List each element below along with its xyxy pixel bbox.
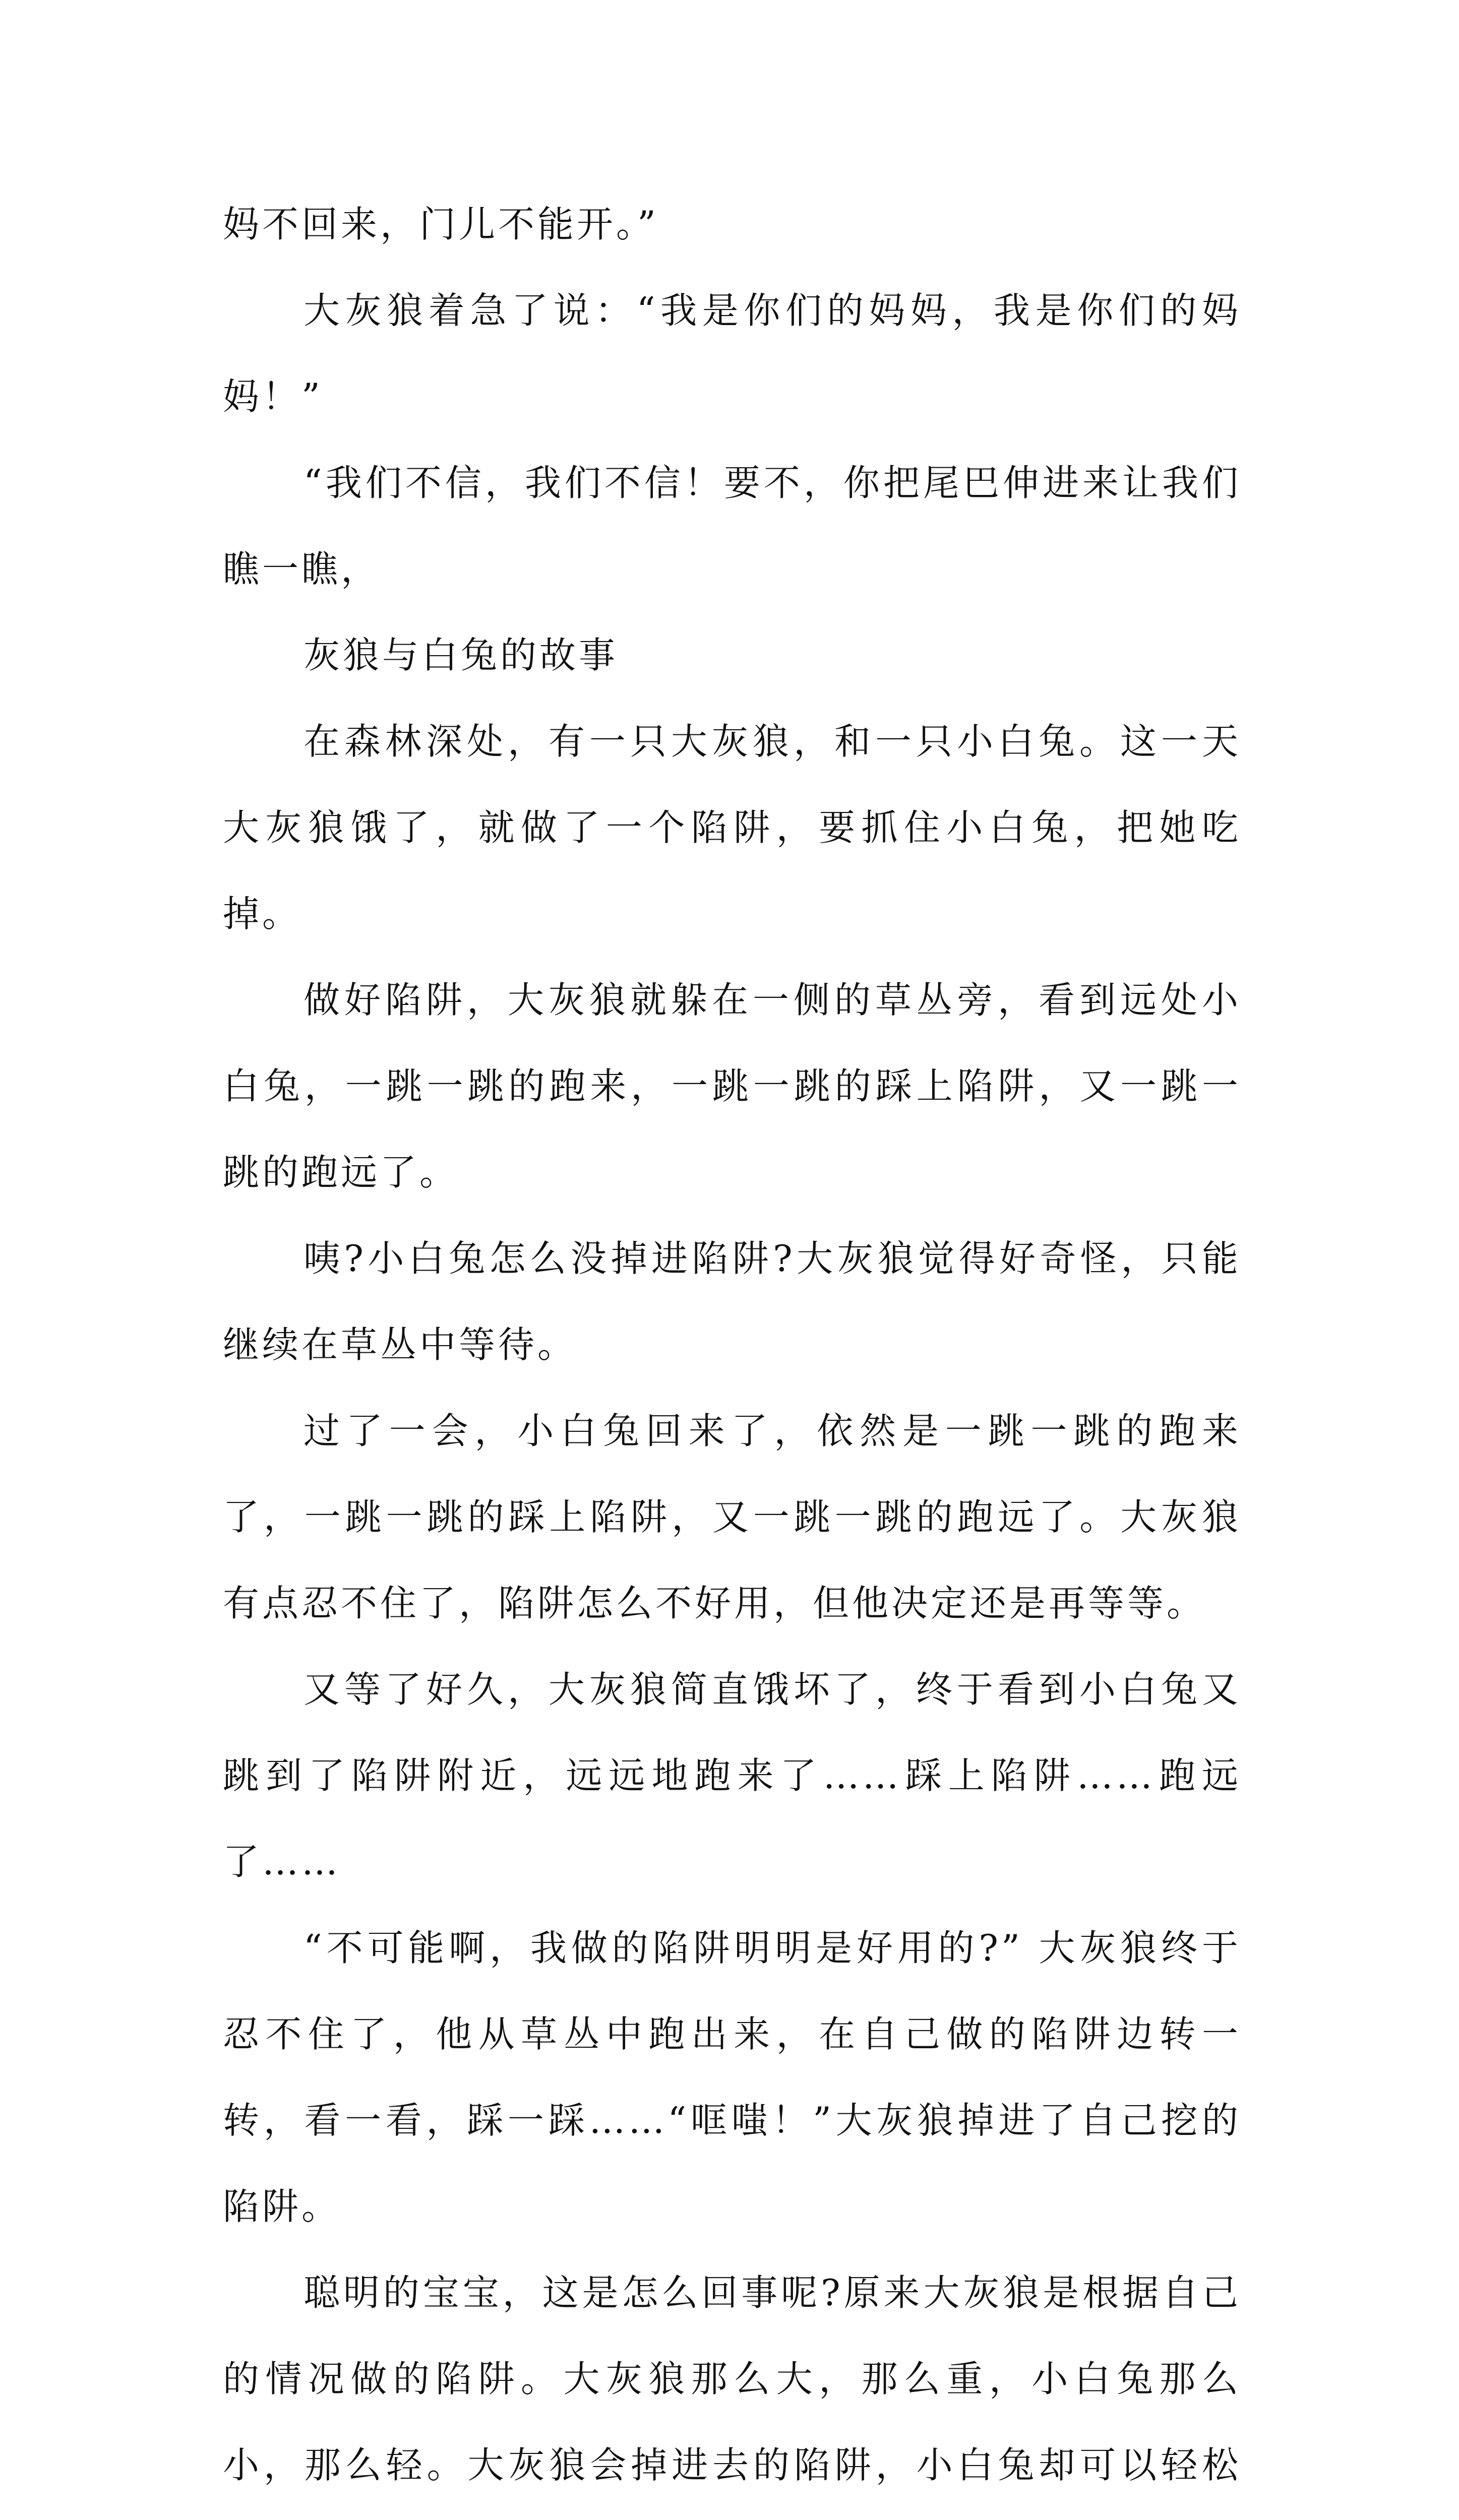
document-body (223, 181, 1241, 2520)
paragraph: 过了一会，小白兔回来了，依然是一跳一跳的跑来了，一跳一跳的踩上陷阱，又一跳一跳的跑远了。大灰狼有点忍不住了，陷阱怎么不好用，但他决定还是再等等。 (223, 1410, 1241, 1624)
paragraph: 妈不回来，门儿不能开。” (223, 203, 659, 245)
paragraph: 做好陷阱，大灰狼就躲在一侧的草丛旁，看到远处小白兔，一跳一跳的跑来，一跳一跳的踩上陷阱，又一跳一跳的跑远了。 (223, 979, 1241, 1193)
story-title: 灰狼与白兔的故事 (303, 634, 619, 676)
paragraph: 大灰狼着急了说：“我是你们的妈妈，我是你们的妈妈！” (223, 289, 1241, 418)
paragraph: 在森林深处，有一只大灰狼，和一只小白兔。这一天大灰狼饿了，就做了一个陷阱，要抓住小白兔，把她吃掉。 (223, 720, 1241, 935)
paragraph: 又等了好久，大灰狼简直饿坏了，终于看到小白兔又跳到了陷阱附近，远远地跑来了……踩上陷阱……跑远了…… (223, 1668, 1241, 1883)
paragraph: “我们不信，我们不信！要不，你把尾巴伸进来让我们瞧一瞧， (223, 462, 1241, 590)
paragraph: 聪明的宝宝，这是怎么回事呢?原来大灰狼是根据自己的情况做的陷阱。大灰狼那么大，那么重，小白兔那么小，那么轻。大灰狼会掉进去的陷阱，小白兔却可以轻松 (223, 2272, 1241, 2486)
paragraph: 咦?小白兔怎么没掉进陷阱?大灰狼觉得好奇怪，只能继续在草丛中等待。 (223, 1237, 1241, 1366)
paragraph: “不可能啊，我做的陷阱明明是好用的?” 大灰狼终于忍不住了，他从草丛中跑出来，在自己做的陷阱边转一转，看一看，踩一踩……“哐嗤！”大灰狼掉进了自己挖的陷阱。 (223, 1927, 1241, 2228)
